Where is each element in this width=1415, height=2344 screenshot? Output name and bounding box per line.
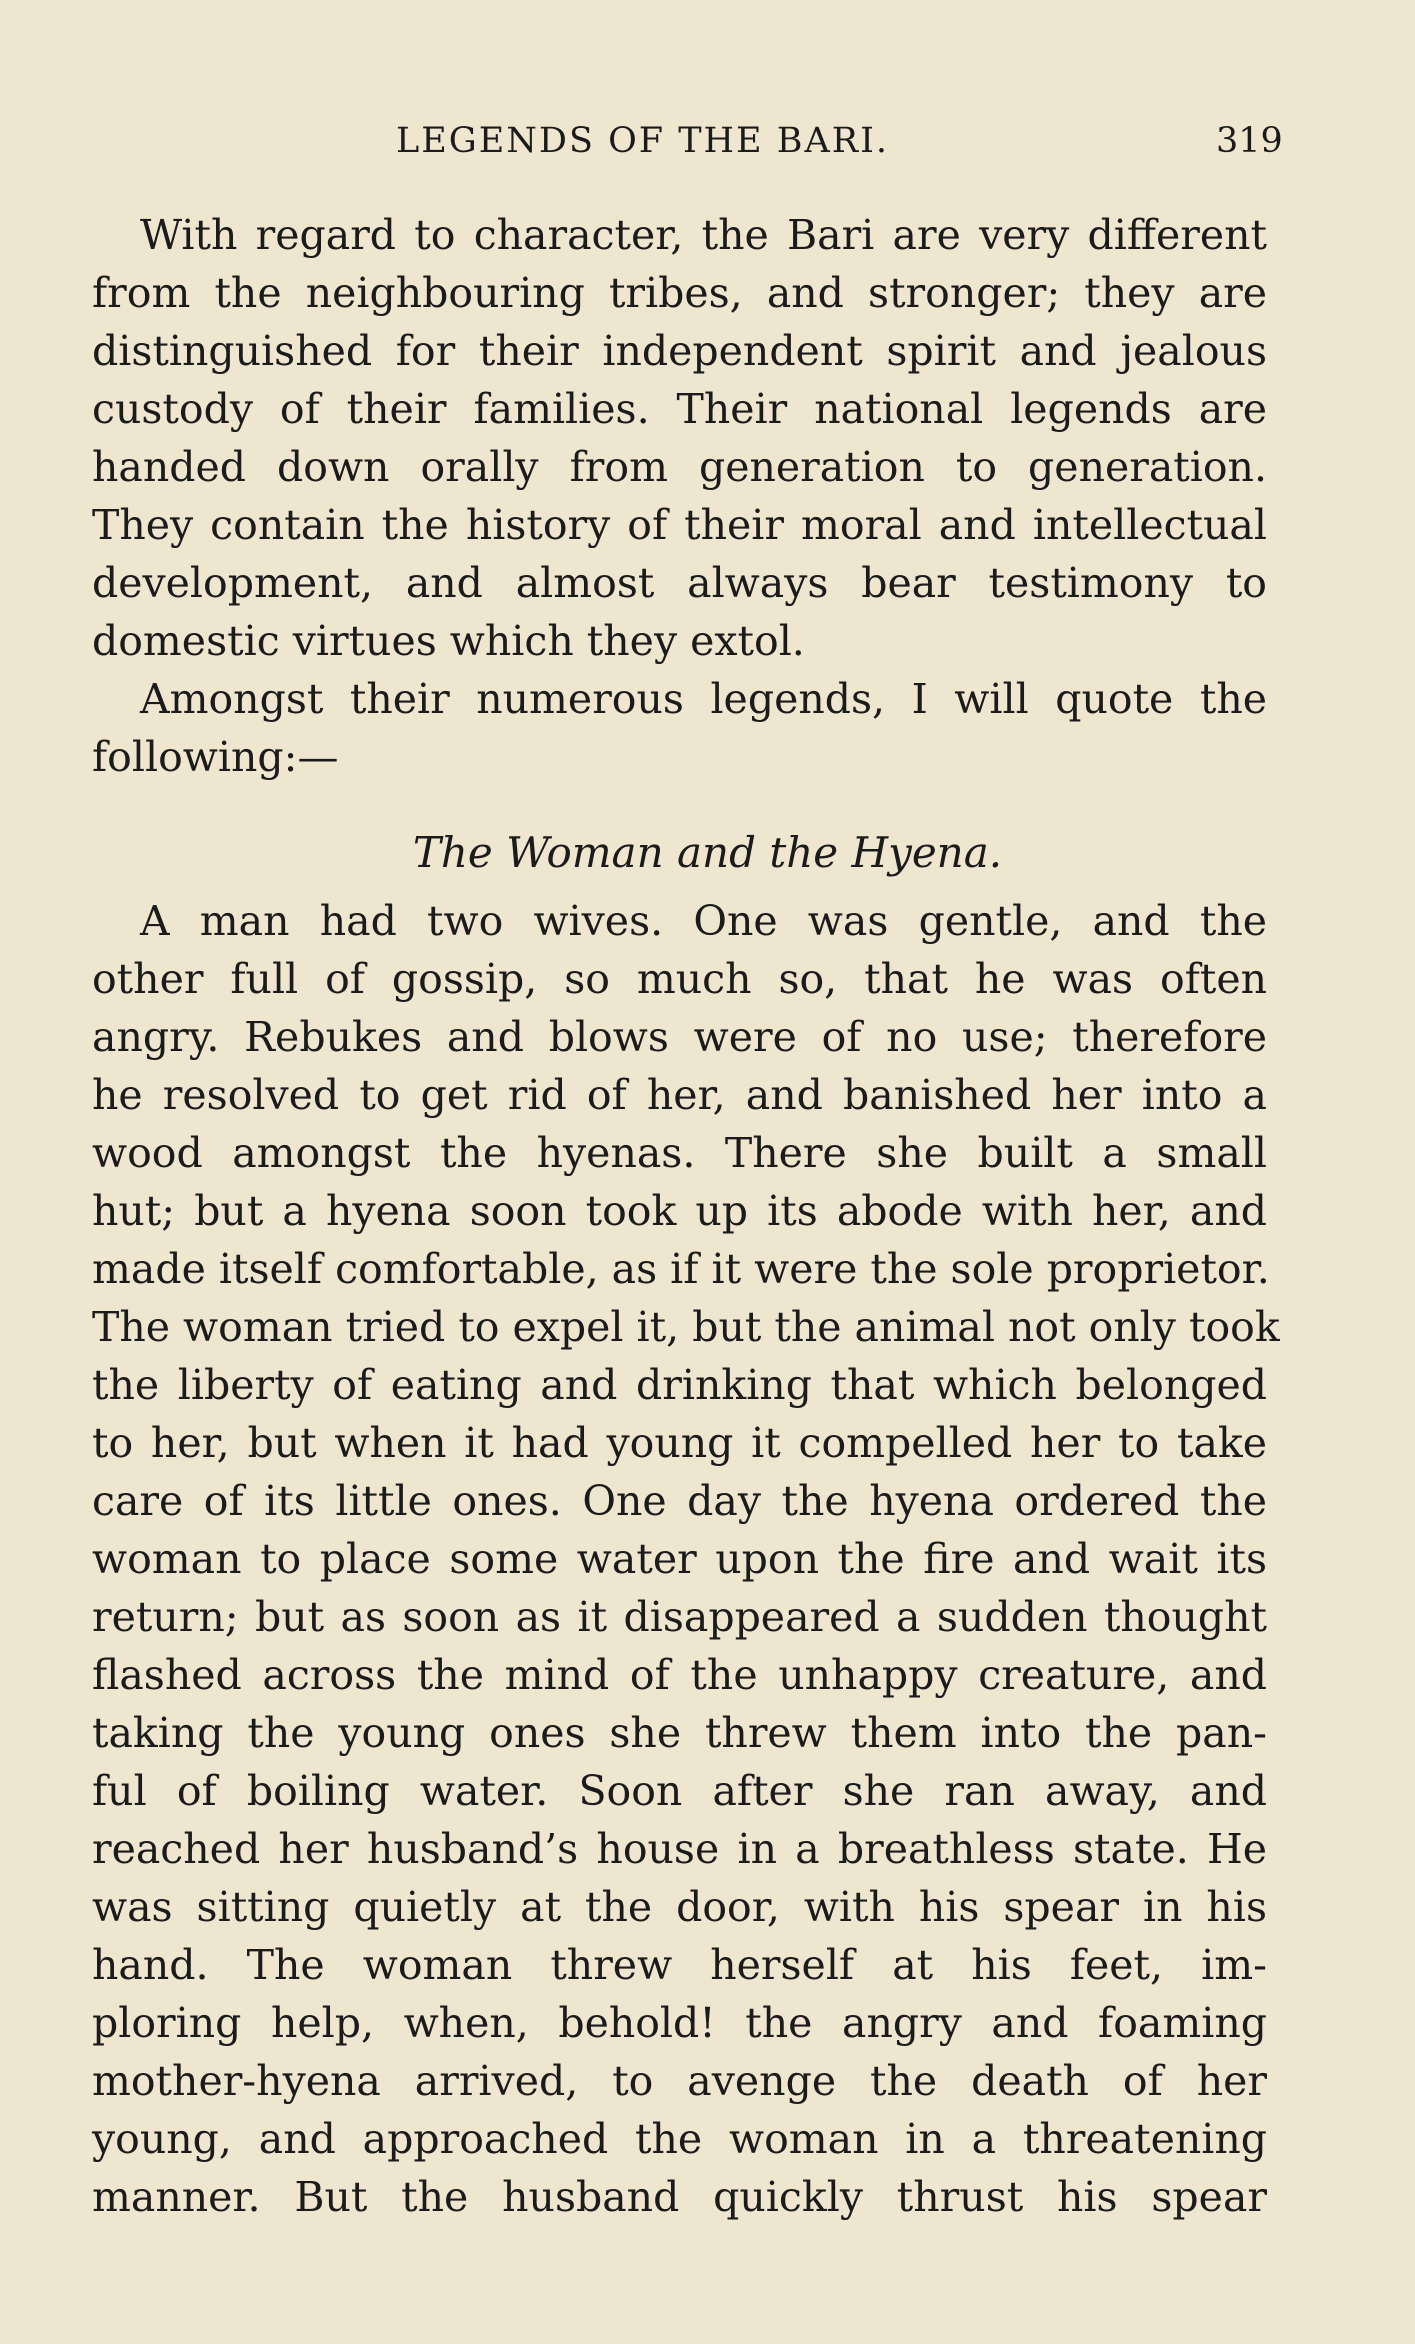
text-line: A man had two wives. One was gentle, and the xyxy=(140,897,1267,945)
text-line: care of its little ones. One day the hyena ordered the xyxy=(92,1477,1267,1525)
text-line: hand. The woman threw herself at his feet, im- xyxy=(92,1941,1267,1989)
text-line: taking the young ones she threw them into the pan- xyxy=(92,1709,1267,1757)
page-number: 319 xyxy=(1216,121,1283,161)
page-header xyxy=(0,116,1415,166)
text-line: made itself comfortable, as if it were the sole proprietor. xyxy=(92,1245,1270,1293)
text-line: flashed across the mind of the unhappy creature, and xyxy=(92,1651,1267,1699)
text-line: ful of boiling water. Soon after she ran away, and xyxy=(92,1767,1267,1815)
running-title: LEGENDS OF THE BARI. xyxy=(396,121,890,161)
text-line: he resolved to get rid of her, and banished her into a xyxy=(92,1071,1267,1119)
text-line: wood amongst the hyenas. There she built a small xyxy=(92,1129,1267,1177)
text-line: ploring help, when, behold! the angry and foaming xyxy=(92,1999,1267,2047)
text-line: custody of their families. Their national legends are xyxy=(92,385,1267,433)
text-line: to her, but when it had young it compelled her to take xyxy=(92,1419,1267,1467)
text-line: handed down orally from generation to generation. xyxy=(92,443,1267,491)
text-line: manner. But the husband quickly thrust his spear xyxy=(92,2173,1267,2221)
text-line: was sitting quietly at the door, with his spear in his xyxy=(92,1883,1267,1931)
text-line: following:— xyxy=(92,733,339,781)
text-line: woman to place some water upon the fire and wait its xyxy=(92,1535,1267,1583)
text-line: return; but as soon as it disappeared a sudden thought xyxy=(92,1593,1267,1641)
text-line: The woman tried to expel it, but the animal not only took xyxy=(92,1303,1280,1351)
text-line: other full of gossip, so much so, that he was often xyxy=(92,955,1267,1003)
text-line: development, and almost always bear testimony to xyxy=(92,559,1267,607)
text-line: the liberty of eating and drinking that which belonged xyxy=(92,1361,1267,1409)
text-line: domestic virtues which they extol. xyxy=(92,617,805,665)
text-line: from the neighbouring tribes, and stronger; they are xyxy=(92,269,1267,317)
story-title: The Woman and the Hyena. xyxy=(412,828,1003,877)
text-line: hut; but a hyena soon took up its abode with her, and xyxy=(92,1187,1267,1235)
text-line: distinguished for their independent spirit and jealous xyxy=(92,327,1267,375)
text-line: angry. Rebukes and blows were of no use; therefore xyxy=(92,1013,1267,1061)
text-line: reached her husband’s house in a breathless state. He xyxy=(92,1825,1267,1873)
text-line: mother-hyena arrived, to avenge the death of her xyxy=(92,2057,1267,2105)
text-line: They contain the history of their moral and intellectual xyxy=(92,501,1267,549)
text-line: With regard to character, the Bari are very different xyxy=(140,211,1267,259)
text-line: Amongst their numerous legends, I will quote the xyxy=(140,675,1267,723)
text-line: young, and approached the woman in a threatening xyxy=(92,2115,1267,2163)
